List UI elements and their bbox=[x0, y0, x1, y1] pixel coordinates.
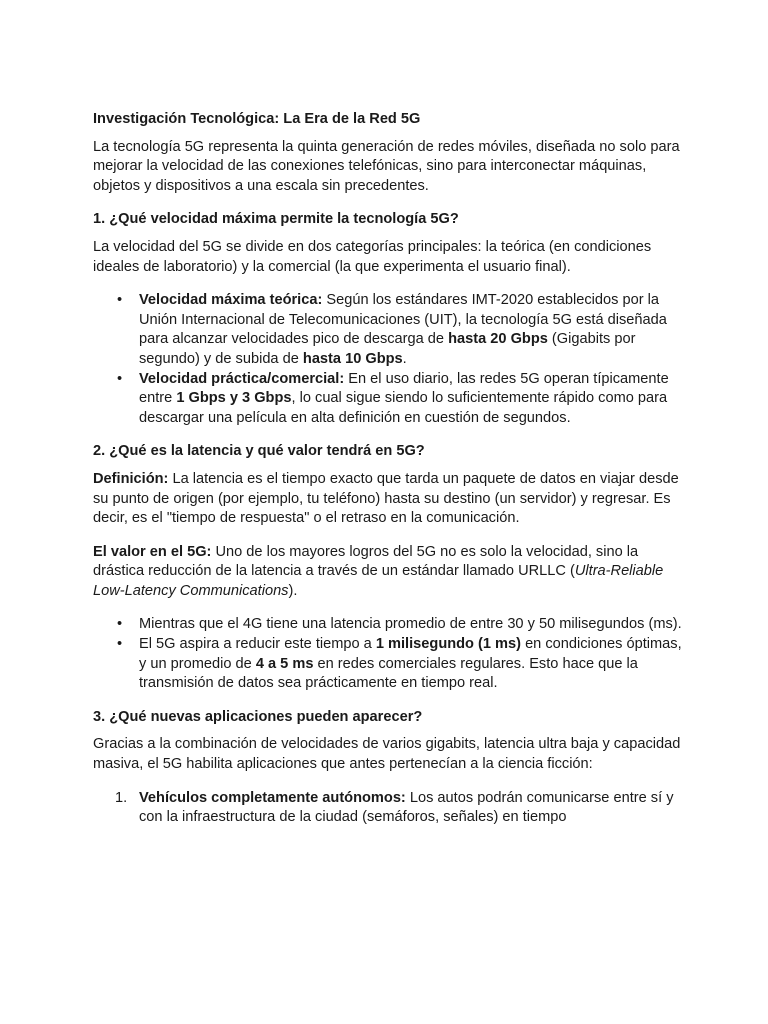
section-3-list bbox=[93, 789, 683, 828]
value-italic: Ultra-Reliable Low-Latency Communications bbox=[93, 563, 664, 599]
list-item-text: El 5G aspira a reducir este tiempo a bbox=[139, 636, 376, 653]
intro-paragraph: La tecnología 5G representa la quinta generación de redes móviles, diseñada no solo para mejorar la velocidad de las conexiones telefónicas, sino para interconectar máquinas, objetos y dispositivos a una escala sin precedentes. bbox=[93, 138, 680, 194]
section-1-paragraph: La velocidad del 5G se divide en dos categorías principales: la teórica (en condiciones ideales de laboratorio) y la comercial (la que experimenta el usuario final). bbox=[93, 238, 652, 275]
list-item bbox=[115, 789, 683, 828]
list-item-strong: 1 milisegundo (1 ms) bbox=[375, 636, 522, 653]
list-item-text: Mientras que el 4G tiene una latencia promedio de entre 30 y 50 milisegundos (ms). bbox=[139, 616, 682, 633]
definition-text: La latencia es el tiempo exacto que tarda un paquete de datos en viajar desde su punto de origen (por ejemplo, tu teléfono) hasta su destino (un servidor) y regresar. Es decir, es el "tiempo de respuesta" o el retraso en la comunicación. bbox=[93, 470, 679, 527]
bullet-icon: • bbox=[117, 292, 123, 309]
list-item-text: Según los estándares IMT-2020 establecidos por la Unión Internacional de Telecomunicaciones (UIT), la tecnología 5G está diseñada para alcanzar velocidades pico de descarga de bbox=[139, 292, 667, 348]
bullet-icon: • bbox=[117, 636, 123, 653]
list-item-text: . bbox=[402, 350, 407, 367]
list-item bbox=[117, 291, 683, 369]
definition-paragraph bbox=[93, 470, 683, 529]
list-item-text: (Gigabits por segundo) y de subida de bbox=[139, 331, 636, 367]
list-item-text: En el uso diario, las redes 5G operan típicamente entre bbox=[139, 370, 669, 407]
value-text: Uno de los mayores logros del 5G no es solo la velocidad, sino la drástica reducción de la latencia a través de un estándar llamado URLLC ( bbox=[93, 543, 639, 580]
list-item bbox=[117, 370, 683, 429]
section-2-heading: 2. ¿Qué es la latencia y qué valor tendrá en 5G? bbox=[93, 443, 425, 460]
list-number: 1. bbox=[115, 789, 128, 806]
section-3-heading: 3. ¿Qué nuevas aplicaciones pueden aparecer? bbox=[93, 708, 423, 725]
list-item-strong: hasta 10 Gbps bbox=[302, 350, 403, 367]
list-item-text: en redes comerciales regulares. Esto hace que la transmisión de datos sea prácticamente en tiempo real. bbox=[139, 655, 638, 692]
definition-lead: Definición: bbox=[93, 470, 169, 487]
list-item-text: en condiciones óptimas, y un promedio de bbox=[139, 636, 682, 672]
document-page bbox=[93, 110, 683, 842]
section-3-paragraph: Gracias a la combinación de velocidades de varios gigabits, latencia ultra baja y capacidad masiva, el 5G habilita aplicaciones que antes pertenecían a la ciencia ficción: bbox=[93, 736, 681, 773]
list-item-lead: Velocidad máxima teórica: bbox=[139, 292, 323, 309]
section-2-list bbox=[93, 615, 683, 693]
list-item-text: Los autos podrán comunicarse entre sí y con la infraestructura de la ciudad (semáforos, señales) en tiempo bbox=[139, 789, 674, 826]
list-item-strong: hasta 20 Gbps bbox=[448, 331, 548, 348]
list-item bbox=[117, 635, 683, 694]
section-1-heading: 1. ¿Qué velocidad máxima permite la tecnología 5G? bbox=[93, 211, 459, 228]
list-item-lead: Vehículos completamente autónomos: bbox=[139, 789, 406, 806]
value-paragraph bbox=[93, 543, 683, 602]
bullet-icon: • bbox=[117, 370, 123, 387]
document-title: Investigación Tecnológica: La Era de la Red 5G bbox=[93, 111, 421, 127]
list-item-strong: 4 a 5 ms bbox=[255, 655, 314, 672]
value-end: ). bbox=[288, 582, 298, 599]
list-item bbox=[117, 615, 683, 635]
list-item-strong: 1 Gbps y 3 Gbps bbox=[176, 390, 292, 407]
value-lead: El valor en el 5G: bbox=[93, 543, 212, 560]
bullet-icon: • bbox=[117, 616, 123, 633]
section-1-list bbox=[93, 291, 683, 428]
list-item-text: , lo cual sigue siendo lo suficientemente rápido como para descargar una película en alta definición en cuestión de segundos. bbox=[139, 390, 668, 426]
list-item-lead: Velocidad práctica/comercial: bbox=[139, 370, 345, 387]
